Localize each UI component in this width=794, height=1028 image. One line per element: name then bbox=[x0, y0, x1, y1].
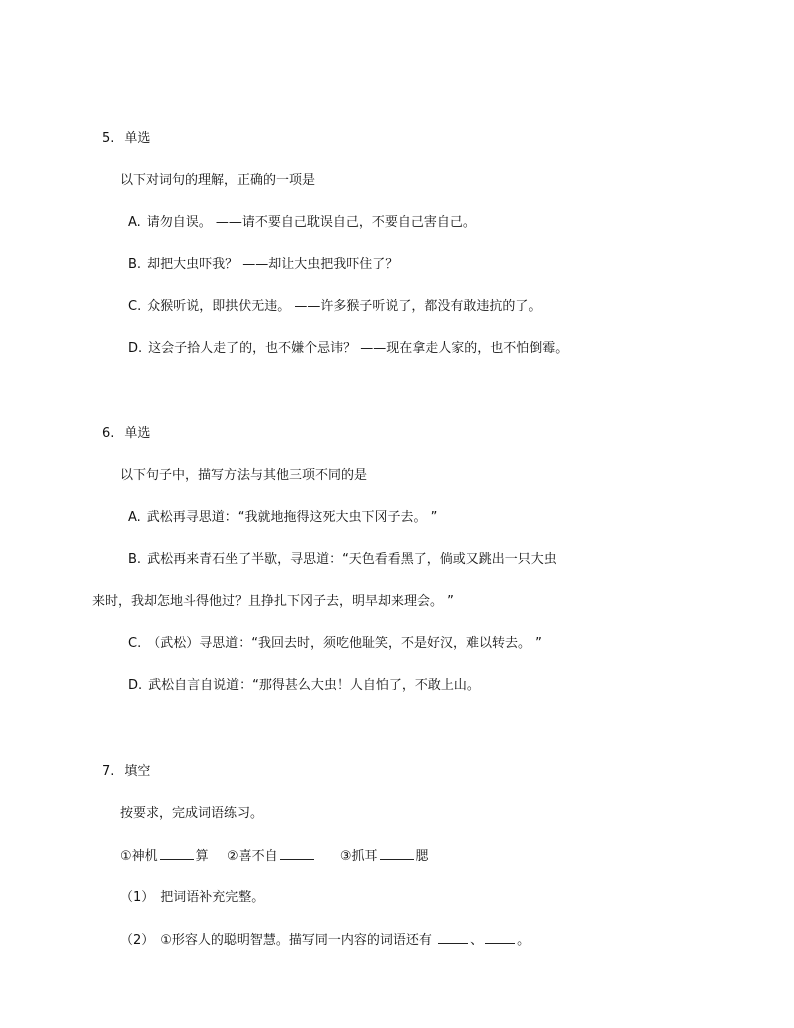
q5-type: 单选 bbox=[124, 131, 151, 146]
q5-header bbox=[102, 130, 150, 148]
option-text: 武松再寻思道：“我就地拖得这死大虫下冈子去。 ” bbox=[146, 510, 438, 525]
sub-1-text: 把词语补充完整。 bbox=[160, 890, 265, 905]
q7-stem: 按要求，完成词语练习。 bbox=[120, 806, 264, 821]
q5-option-a[interactable] bbox=[128, 214, 476, 232]
word-1-suffix: 算 bbox=[195, 849, 209, 864]
option-text: 武松自言自说道：“那得甚么大虫！人自怕了，不敢上山。 bbox=[148, 678, 480, 693]
sub-2-separator: 、 bbox=[470, 933, 484, 948]
word-3-prefix: ③抓耳 bbox=[339, 849, 378, 864]
q5-option-d[interactable] bbox=[128, 340, 568, 358]
sub-2-text: ①形容人的聪明智慧。描写同一内容的词语还有 bbox=[160, 933, 432, 948]
q6-header bbox=[102, 425, 150, 443]
q7-type: 填空 bbox=[124, 764, 151, 779]
q6-option-c[interactable] bbox=[128, 635, 542, 653]
option-label: A. bbox=[128, 215, 141, 230]
option-text: 众猴听说，即拱伏无违。 ——许多猴子听说了，都没有敢违抗的了。 bbox=[147, 299, 542, 314]
option-label: D. bbox=[128, 341, 143, 356]
q6-option-d[interactable] bbox=[128, 677, 480, 695]
sub-2-end: 。 bbox=[517, 933, 531, 948]
word-2-prefix: ②喜不自 bbox=[226, 849, 278, 864]
q5-stem: 以下对词句的理解，正确的一项是 bbox=[120, 173, 316, 188]
q5-option-b[interactable] bbox=[128, 256, 398, 274]
option-label: C. bbox=[128, 636, 142, 651]
option-text: 请勿自误。 ——请不要自己耽误自己，不要自己害自己。 bbox=[146, 215, 476, 230]
word-1-blank[interactable] bbox=[160, 847, 194, 860]
q7-sub-2 bbox=[120, 931, 530, 950]
q6-stem: 以下句子中，描写方法与其他三项不同的是 bbox=[120, 468, 368, 483]
q6-option-a[interactable] bbox=[128, 509, 437, 527]
sub-1-label: （1） bbox=[120, 890, 155, 905]
q5-option-c[interactable] bbox=[128, 298, 541, 316]
word-3-blank[interactable] bbox=[380, 847, 414, 860]
option-label: D. bbox=[128, 678, 143, 693]
q7-word-list bbox=[120, 847, 429, 866]
q5-number: 5. bbox=[102, 131, 115, 146]
q7-sub-1 bbox=[120, 889, 264, 907]
option-text: （武松）寻思道：“我回去时，须吃他耻笑，不是好汉，难以转去。 ” bbox=[147, 636, 542, 651]
q6-type: 单选 bbox=[124, 426, 151, 441]
option-label: A. bbox=[128, 510, 141, 525]
option-label: B. bbox=[128, 552, 142, 567]
q6-option-b-continuation: 来时，我却怎地斗得他过？且挣扎下冈子去，明早却来理会。 ” bbox=[92, 594, 454, 609]
word-1-prefix: ①神机 bbox=[120, 849, 158, 864]
sub-2-label: （2） bbox=[120, 933, 155, 948]
word-2-blank[interactable] bbox=[280, 847, 314, 860]
word-3-suffix: 腮 bbox=[415, 849, 429, 864]
q7-number: 7. bbox=[102, 764, 115, 779]
sub-2-blank-2[interactable] bbox=[485, 931, 515, 944]
option-label: B. bbox=[128, 257, 142, 272]
q7-header bbox=[102, 763, 150, 781]
q6-number: 6. bbox=[102, 426, 115, 441]
option-text: 却把大虫吓我？ ——却让大虫把我吓住了？ bbox=[147, 257, 399, 272]
option-label: C. bbox=[128, 299, 142, 314]
option-text: 武松再来青石坐了半歇，寻思道：“天色看看黑了，倘或又跳出一只大虫 bbox=[147, 552, 557, 567]
sub-2-blank-1[interactable] bbox=[438, 931, 468, 944]
option-text: 这会子拾人走了的，也不嫌个忌讳？ ——现在拿走人家的，也不怕倒霉。 bbox=[148, 341, 569, 356]
q6-option-b[interactable] bbox=[128, 551, 557, 569]
